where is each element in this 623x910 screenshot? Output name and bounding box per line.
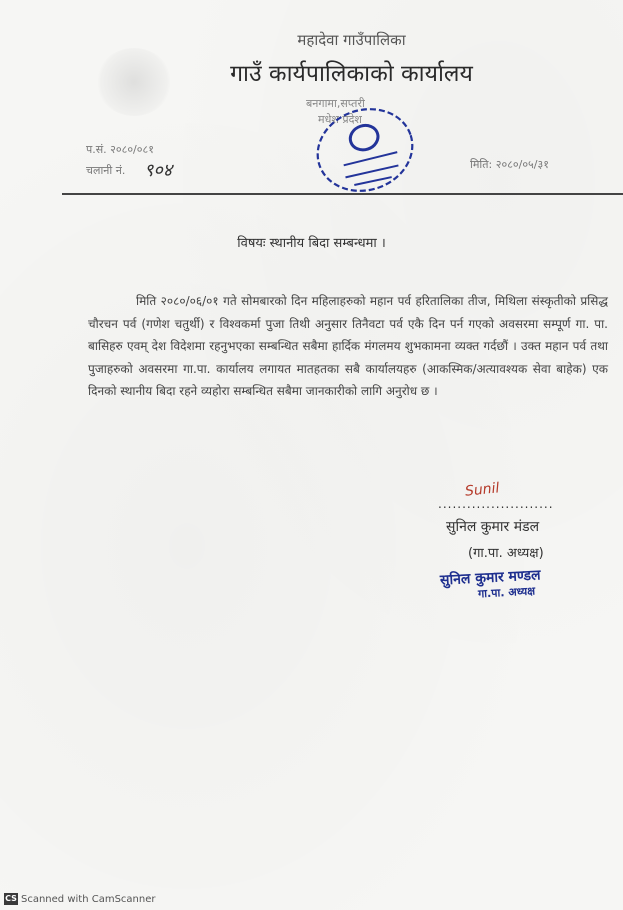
dispatch-label: चलानी नं. [86, 164, 126, 177]
reference-number: प.सं. २०८०/०८१ [86, 143, 154, 156]
municipality-name: महादेवा गाउँपालिका [297, 31, 406, 49]
scanner-watermark [4, 893, 156, 905]
dispatch-number: ९०४ [144, 160, 173, 181]
camscanner-icon: CS [5, 894, 17, 903]
letter-date: मिति: २०८०/०५/३१ [470, 158, 549, 171]
handwritten-signature: Sunil [464, 480, 501, 500]
signer-name: सुनिल कुमार मंडल [446, 519, 540, 535]
office-address: बनगामा,सप्तरी [306, 97, 365, 110]
signature-line: ........................ [438, 497, 554, 511]
letter-subject: विषयः स्थानीय बिदा सम्बन्धमा । [237, 236, 386, 251]
office-stamp-icon [310, 100, 420, 200]
office-province: मधेश प्रदेश [318, 113, 362, 126]
signer-title: (गा.पा. अध्यक्ष) [468, 546, 544, 561]
header-divider [62, 193, 623, 195]
letter-body-text: मिति २०८०/०६/०१ गते सोमबारको दिन महिलाहरुको महान पर्व हरितालिका तीज, मिथिला संस्कृतीको प्रसिद्ध चौरचन पर्व (गणेश चतुर्थी) र विश्वकर्मा पुजा तिथी अनुसार तिनैवटा पर्व एकै दिन पर्न गएको अवसरमा सम्पूर्ण गा. पा. बासिहरु एवम् देश विदेशमा रहनुभएका सम्बन्धित सबैमा हार्दिक मंगलमय शुभकामना व्यक्त गर्दछौं । उक्त महान पर्व तथा पुजाहरुको अवसरमा गा.पा. कार्यालय लगायत मातहतका सबै कार्यालयहरु (आकस्मिक/अत्यावश्यक सेवा बाहेक) एक दिनको स्थानीय बिदा रहने व्यहोरा सम्बन्धित सबैमा जानकारीको लागि अनुरोध छ । [88, 294, 608, 399]
signer-stamp-name: सुनिल कुमार मण्डल [439, 567, 541, 589]
scanner-text: Scanned with CamScanner [21, 894, 156, 905]
office-title: गाउँ कार्यपालिकाको कार्यालय [230, 61, 473, 87]
signer-stamp-title: गा.पा. अध्यक्ष [477, 584, 536, 601]
letter-body [88, 290, 608, 403]
